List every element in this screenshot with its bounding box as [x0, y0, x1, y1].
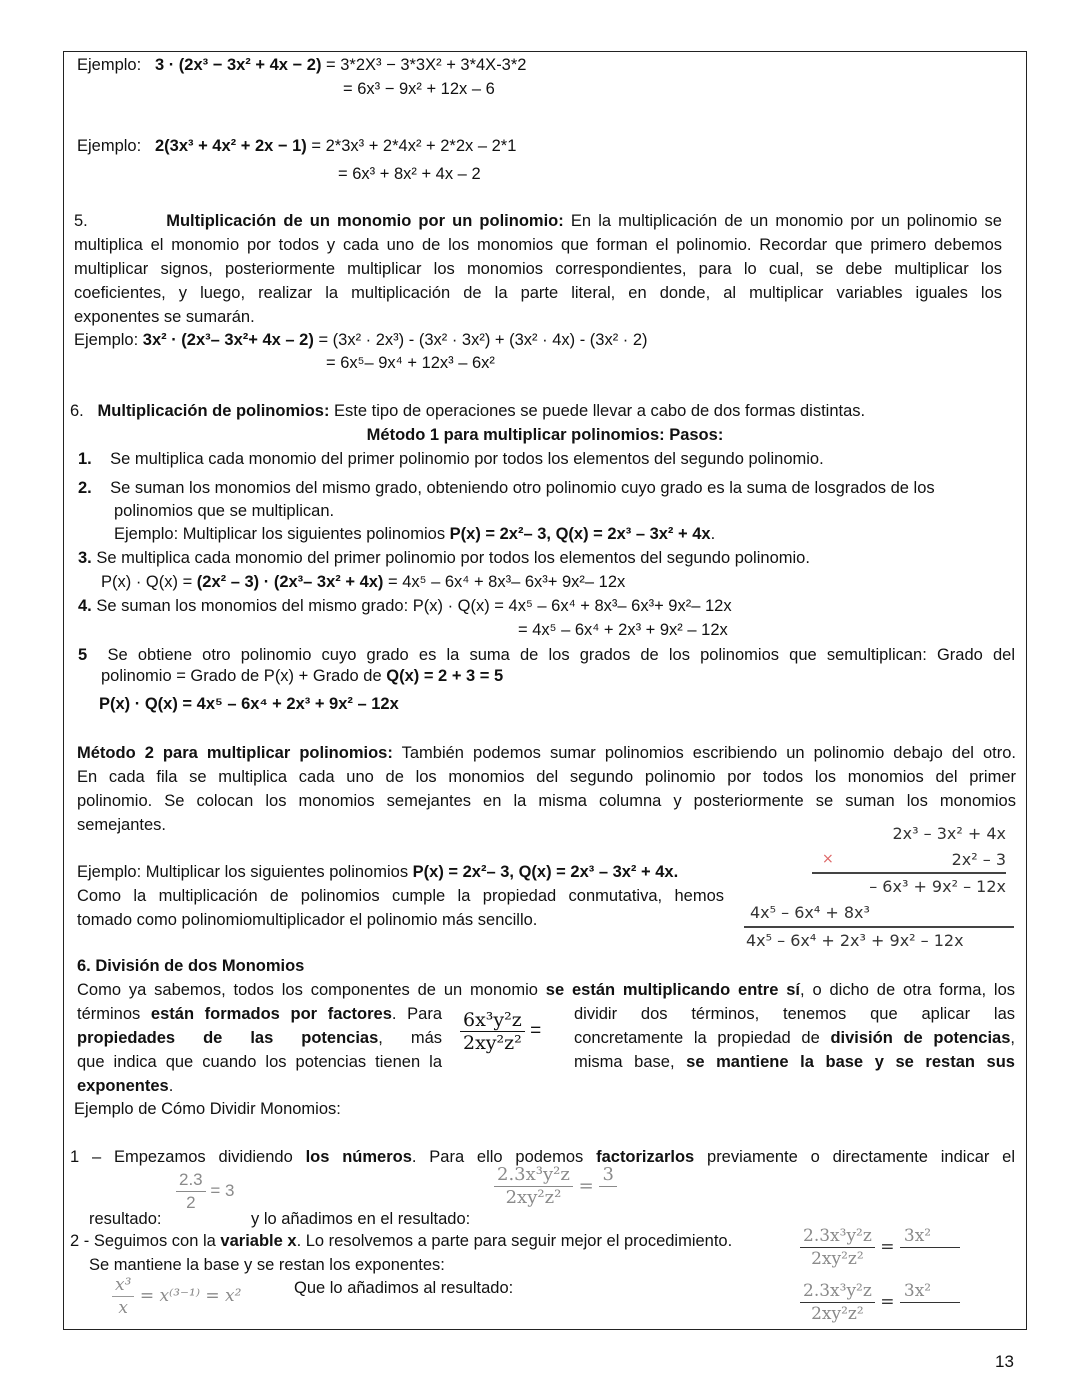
example-rhs: = 3*2X³ − 3*3X² + 3*4X-3*2	[326, 56, 527, 74]
division-step-2: 2 - Seguimos con la variable x. Lo resolvemos a parte para seguir mejor el procedimiento.	[70, 1232, 733, 1250]
example-expression: 3 · (2x³ − 3x² + 4x − 2)	[154, 56, 322, 74]
step-1: 1. Se multiplica cada monomio del primer polinomio por todos los elementos del segundo polinomio.	[78, 450, 824, 468]
step-5-continued: polinomio = Grado de P(x) + Grado de Q(x) = 2 + 3 = 5	[101, 667, 504, 685]
step-1-formula: $\frac{\text{2.3x³y²z}}{\text{2xy²z²}}$ = 3	[494, 1165, 617, 1208]
division-step-1: 1 – Empezamos dividiendo los números. Para ello podemos factorizarlos previamente o directamente indicar el	[70, 1148, 1016, 1166]
division-line-1: Como ya sabemos, todos los componentes de un monomio se están multiplicando entre sí, o dicho de otra forma, los	[77, 981, 1015, 999]
multiplier: 2x² – 3	[951, 850, 1006, 869]
division-step-2-add: Que lo añadimos al resultado:	[294, 1279, 514, 1297]
product-result: 4x⁵ – 6x⁴ + 2x³ + 9x² – 12x	[746, 931, 964, 950]
method-2-example: Ejemplo: Multiplicar los siguientes polinomios P(x) = 2x²– 3, Q(x) = 2x³ – 3x² + 4x.	[77, 863, 679, 881]
method-1-result: P(x) · Q(x) = 4x⁵ – 6x⁴ + 2x³ + 9x² – 12x	[99, 695, 399, 713]
step-2: 2. Se suman los monomios del mismo grado, obteniendo otro polinomio cuyo grado es la suma de losgrados de los	[78, 479, 935, 497]
partial-product-2: 4x⁵ – 6x⁴ + 8x³	[750, 903, 870, 922]
section-number: 5.	[74, 212, 88, 230]
step-4-result: = 4x⁵ – 6x⁴ + 2x³ + 9x² – 12x	[518, 621, 728, 639]
step-4: 4. Se suman los monomios del mismo grado: P(x) · Q(x) = 4x⁵ – 6x⁴ + 8x³– 6x³+ 9x²– 12x	[78, 597, 732, 615]
multiplicand: 2x³ – 3x² + 4x	[892, 824, 1006, 843]
method-2-title: Método 2 para multiplicar polinomios:	[77, 744, 393, 762]
division-example-heading: Ejemplo de Cómo Dividir Monomios:	[74, 1100, 341, 1118]
method-2-paragraph: Método 2 para multiplicar polinomios: También podemos sumar polinomios escribiendo un polinomio debajo del otro. En cada fila se multiplica cada uno de los monomios del segundo polinomio por todos los monomios del primer polinomio. Se colocan los monomios semejantes en la misma columna y posteriormente se suman los monomios semejantes.	[77, 744, 1016, 834]
method-2-note: Como la multiplicación de polinomios cumple la propiedad conmutativa, hemos tomado como polinomiomultiplicador el polinomio más sencillo.	[77, 887, 724, 929]
partial-product-1: – 6x³ + 9x² – 12x	[869, 877, 1006, 896]
example-expression: 2(3x³ + 4x² + 2x − 1)	[154, 137, 307, 155]
step-3: 3. Se multiplica cada monomio del primer polinomio por todos los elementos del segundo polinomio.	[78, 549, 810, 567]
division-step-1-result-label: resultado:	[89, 1210, 162, 1228]
division-step-2-line-2: Se mantiene la base y se restan los exponentes:	[89, 1256, 445, 1274]
times-icon: ×	[822, 851, 834, 867]
section-5-paragraph: 5. Multiplicación de un monomio por un polinomio: En la multiplicación de un monomio por un polinomio se multiplica el monomio por todos y cada uno de los monomios que forman el polinomio. Recordar que primero debemos multiplicar signos, posteriormente multiplicar los monomios correspondientes, para lo cual, se debe multiplicar los coeficientes, y luego, realizar la multiplicación de la parte literal, en donde, al multiplicar variables iguales los exponentes se sumarán.	[74, 212, 1002, 326]
method-1-heading: Método 1 para multiplicar polinomios: Pasos:	[366, 426, 724, 444]
example-rhs: = 2*3x³ + 2*4x² + 2*2x – 2*1	[311, 137, 517, 155]
numeric-fraction: $\frac{2.3}{2}$ = 3	[176, 1170, 234, 1213]
division-right-column: dividir dos términos, tenemos que aplicar las concretamente la propiedad de división de potencias, misma base, se mantiene la base y se restan sus	[574, 1005, 1015, 1071]
example-label: Ejemplo:	[77, 137, 142, 155]
example-1-line-2: = 6x³ − 9x² + 12x – 6	[343, 80, 495, 98]
step-2-example: Ejemplo: Multiplicar los siguientes polinomios P(x) = 2x²– 3, Q(x) = 2x³ – 3x² + 4x.	[114, 525, 716, 543]
division-formula: $\frac{\text{6x³y²z}}{\text{2xy²z²}}$ =	[460, 1010, 541, 1053]
example-1-line-1	[77, 54, 526, 76]
section-title: Multiplicación de polinomios:	[97, 402, 330, 420]
division-left-column: términos están formados por factores. Para propiedades de las potencias, más que indica que cuando los potencias tienen la exponentes.	[77, 1005, 443, 1095]
section-5-example-result: = 6x⁵– 9x⁴ + 12x³ – 6x²	[326, 354, 495, 372]
step-2-continued: polinomios que se multiplican.	[114, 502, 335, 520]
section-6-heading: 6. Multiplicación de polinomios: Este tipo de operaciones se puede llevar a cabo de dos formas distintas.	[70, 402, 866, 420]
example-2-line-2: = 6x³ + 8x² + 4x – 2	[338, 165, 481, 183]
side-formula-1: $\frac{\text{2.3x³y²z}}{\text{2xy²z²}}$ = 3x²	[800, 1226, 960, 1269]
long-multiplication	[740, 822, 1020, 957]
divider-line	[812, 872, 1006, 874]
division-step-1-add: y lo añadimos en el resultado:	[251, 1210, 471, 1228]
section-title: Multiplicación de un monomio por un polinomio:	[166, 212, 564, 230]
side-formula-2: $\frac{\text{2.3x³y²z}}{\text{2xy²z²}}$ = 3x²	[800, 1281, 960, 1324]
section-5-example: Ejemplo: 3x² · (2x³– 3x²+ 4x – 2) = (3x² · 2x³) - (3x² · 3x²) + (3x² · 4x) - (3x² · 2)	[74, 331, 648, 349]
example-label: Ejemplo:	[77, 56, 142, 74]
step-5: 5 Se obtiene otro polinomio cuyo grado es la suma de los grados de los polinomios que semultiplican: Grado del	[78, 646, 1016, 664]
example-2-line-1	[77, 135, 516, 157]
exponent-formula: $\frac{\text{x³}}{x}$ = x⁽³⁻¹⁾ = x²	[112, 1275, 241, 1318]
divider-line	[744, 926, 1014, 928]
step-3-expression: P(x) · Q(x) = (2x² – 3) · (2x³– 3x² + 4x) = 4x⁵ – 6x⁴ + 8x³– 6x³+ 9x²– 12x	[101, 573, 626, 591]
division-heading: 6. División de dos Monomios	[77, 957, 305, 975]
page-number: 13	[995, 1352, 1014, 1371]
